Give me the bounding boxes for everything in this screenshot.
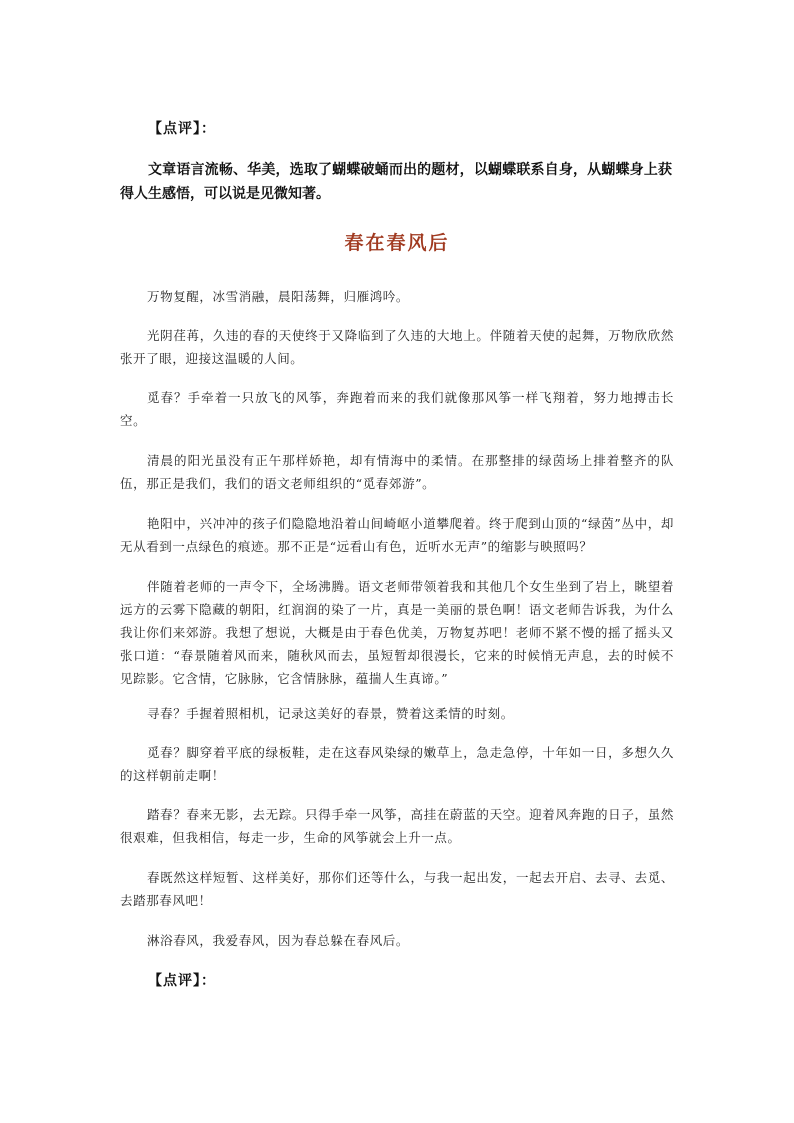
article-paragraph: 万物复醒，冰雪消融，晨阳荡舞，归雁鸿吟。 <box>147 289 410 304</box>
review-label-bottom: 【点评】： <box>148 973 216 989</box>
article-title: 春在春风后 <box>344 232 450 254</box>
review-text-top: 文章语言流畅、华美，选取了蝴蝶破蛹而出的题材，以蝴蝶联系自身，从蝴蝶身上获得人生感悟，可以说是见微知著。 <box>120 162 672 202</box>
article-paragraph: 光阴荏苒，久违的春的天使终于又降临到了久违的大地上。伴随着天使的起舞，万物欣欣然张开了眼，迎接这温暖的人间。 <box>120 328 674 366</box>
article-paragraph: 觅春？脚穿着平底的绿板鞋，走在这春风染绿的嫩草上，急走急停，十年如一日，多想久久的这样朝前走啊！ <box>120 745 674 783</box>
article-paragraph: 春既然这样短暂、这样美好，那你们还等什么，与我一起出发，一起去开启、去寻、去觅、去踏那春风吧！ <box>120 870 674 908</box>
article-paragraph: 踏春？春来无影，去无踪。只得手牵一风筝，高挂在蔚蓝的天空。迎着风奔跑的日子，虽然很艰难，但我相信，每走一步，生命的风筝就会上升一点。 <box>120 807 674 845</box>
review-label-top: 【点评】： <box>148 121 216 137</box>
article-paragraph: 艳阳中，兴冲冲的孩子们隐隐地沿着山间崎岖小道攀爬着。终于爬到山顶的“绿茵”丛中，却无从看到一点绿色的痕迹。那不正是“远看山有色，近听水无声”的缩影与映照吗？ <box>120 516 674 554</box>
article-paragraph: 觅春？手牵着一只放飞的风筝，奔跑着而来的我们就像那风筝一样飞翔着，努力地搏击长空。 <box>120 390 674 428</box>
article-paragraph: 寻春？手握着照相机，记录这美好的春景，赞着这柔情的时刻。 <box>147 706 514 721</box>
article-paragraph: 伴随着老师的一声令下，全场沸腾。语文老师带领着我和其他几个女生坐到了岩上，眺望着远方的云雾下隐藏的朝阳，红润润的染了一片，真是一美丽的景色啊！语文老师告诉我，为什么我让你们来郊游。我想了想说，大概是由于春色优美，万物复苏吧！老师不紧不慢的摇了摇头又张口道：“春景随着风而来，随秋风而去，虽短暂却很漫长，它来的时候悄无声息，去的时候不见踪影。它含情，它脉脉，它含情脉脉，蕴揣人生真谛。” <box>120 579 674 686</box>
article-paragraph: 淋浴春风，我爱春风，因为春总躲在春风后。 <box>147 933 410 948</box>
article-paragraph: 清晨的阳光虽没有正午那样娇艳，却有情海中的柔情。在那整排的绿茵场上排着整齐的队伍，那正是我们，我们的语文老师组织的“觅春郊游”。 <box>120 453 674 491</box>
